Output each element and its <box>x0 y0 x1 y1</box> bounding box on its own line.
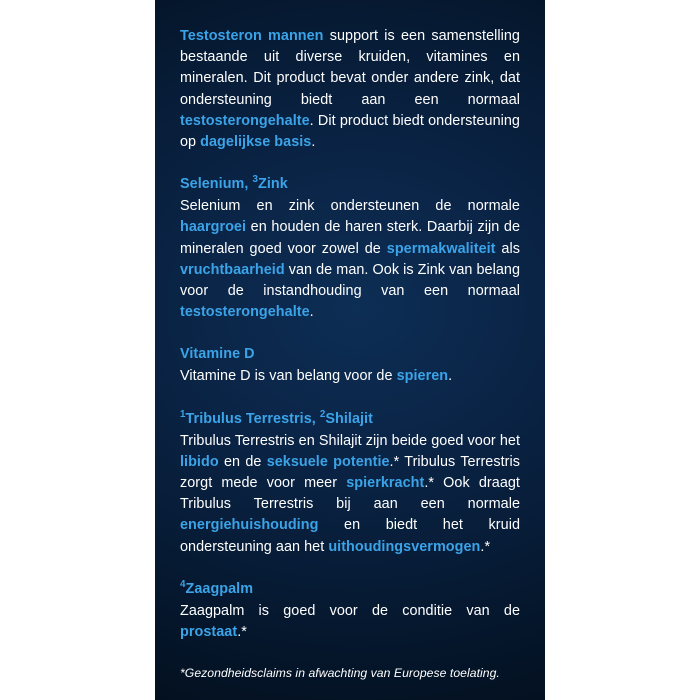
footnote-disclaimer: *Gezondheidsclaims in afwachting van Europese toelating. <box>180 666 500 681</box>
body-text-2: . <box>448 368 453 385</box>
body-text-4: .* Ook draagt Tribulus Terrestris bij aan een normale <box>180 475 520 513</box>
intro-text-1: support is een samenstelling bestaande uit diverse kruiden, vitamines en mineralen. Dit product bevat onder andere zink, dat ondersteuning biedt aan een normaal <box>180 28 520 108</box>
body-text-6: .* <box>480 538 491 555</box>
section-body <box>180 196 520 323</box>
section-tribulus-shilajit <box>180 409 520 558</box>
panel-content <box>180 26 520 683</box>
body-text-1: Vitamine D is van belang voor de <box>180 368 397 385</box>
heading-separator: , <box>244 176 253 193</box>
body-text-1: Zaagpalm is goed voor de conditie van de <box>180 602 520 619</box>
body-text-2: .* <box>237 624 247 641</box>
heading-part-1: Vitamine D <box>180 346 255 363</box>
heading-part-1: Selenium <box>180 176 245 193</box>
heading-footnote-marker-lead: 1 <box>180 408 186 420</box>
section-heading <box>180 174 520 195</box>
section-vitamine-d <box>180 344 520 387</box>
body-text-5: en biedt het kruid ondersteuning aan het <box>180 517 520 555</box>
heading-part-1: Zaagpalm <box>185 580 254 597</box>
heading-separator: , <box>311 410 320 427</box>
body-text-2: en de <box>218 453 267 470</box>
intro-text-2: . Dit product biedt ondersteuning op <box>180 112 520 150</box>
body-text-1: Tribulus Terrestris en Shilajit zijn beide goed voor het <box>180 432 520 449</box>
body-highlight-4: energiehuishouding <box>180 517 319 534</box>
body-text-5: . <box>309 304 314 321</box>
section-heading <box>180 409 520 430</box>
intro-highlight-testosterongehalte: testosterongehalte <box>180 112 310 129</box>
intro-text-3: . <box>311 133 316 150</box>
product-info-panel <box>155 0 545 700</box>
body-highlight-5: uithoudingsvermogen <box>328 538 481 555</box>
body-highlight-1: spieren <box>396 368 449 385</box>
heading-part-2: Zink <box>258 176 288 193</box>
body-text-3: .* Tribulus Terrestris zorgt mede voor meer <box>180 453 520 492</box>
body-text-1: Selenium en zink ondersteunen de normale <box>180 198 520 215</box>
body-highlight-4: testosterongehalte <box>180 304 310 321</box>
body-text-2: en houden de haren sterk. Daarbij zijn de mineralen goed voor zowel de <box>180 219 520 257</box>
section-body <box>180 431 520 558</box>
heading-footnote-marker: 3 <box>252 174 258 186</box>
intro-paragraph <box>180 26 520 153</box>
heading-footnote-marker: 2 <box>319 408 326 420</box>
intro-highlight-product: Testosteron mannen <box>180 28 324 44</box>
section-selenium-zink <box>180 174 520 323</box>
section-heading <box>180 344 520 365</box>
body-highlight-1: libido <box>180 453 219 470</box>
body-highlight-2: seksuele potentie <box>266 453 390 470</box>
section-zaagpalm <box>180 579 520 644</box>
body-text-3: als <box>495 240 520 257</box>
body-highlight-2: spermakwaliteit <box>386 240 496 257</box>
body-text-4: van de man. Ook is Zink van belang voor de instandhouding van een normaal <box>180 261 520 299</box>
body-highlight-1: prostaat <box>180 624 238 641</box>
body-highlight-3: vruchtbaarheid <box>180 261 285 278</box>
body-highlight-1: haargroei <box>180 219 247 236</box>
section-body <box>180 601 520 643</box>
section-body <box>180 366 520 387</box>
body-highlight-3: spierkracht <box>346 475 425 492</box>
intro-highlight-dagelijkse-basis: dagelijkse basis <box>200 133 312 150</box>
section-heading <box>180 579 520 600</box>
heading-part-2: Shilajit <box>325 410 373 427</box>
heading-part-1: Tribulus Terrestris <box>185 410 312 427</box>
heading-footnote-marker-lead: 4 <box>180 578 186 590</box>
